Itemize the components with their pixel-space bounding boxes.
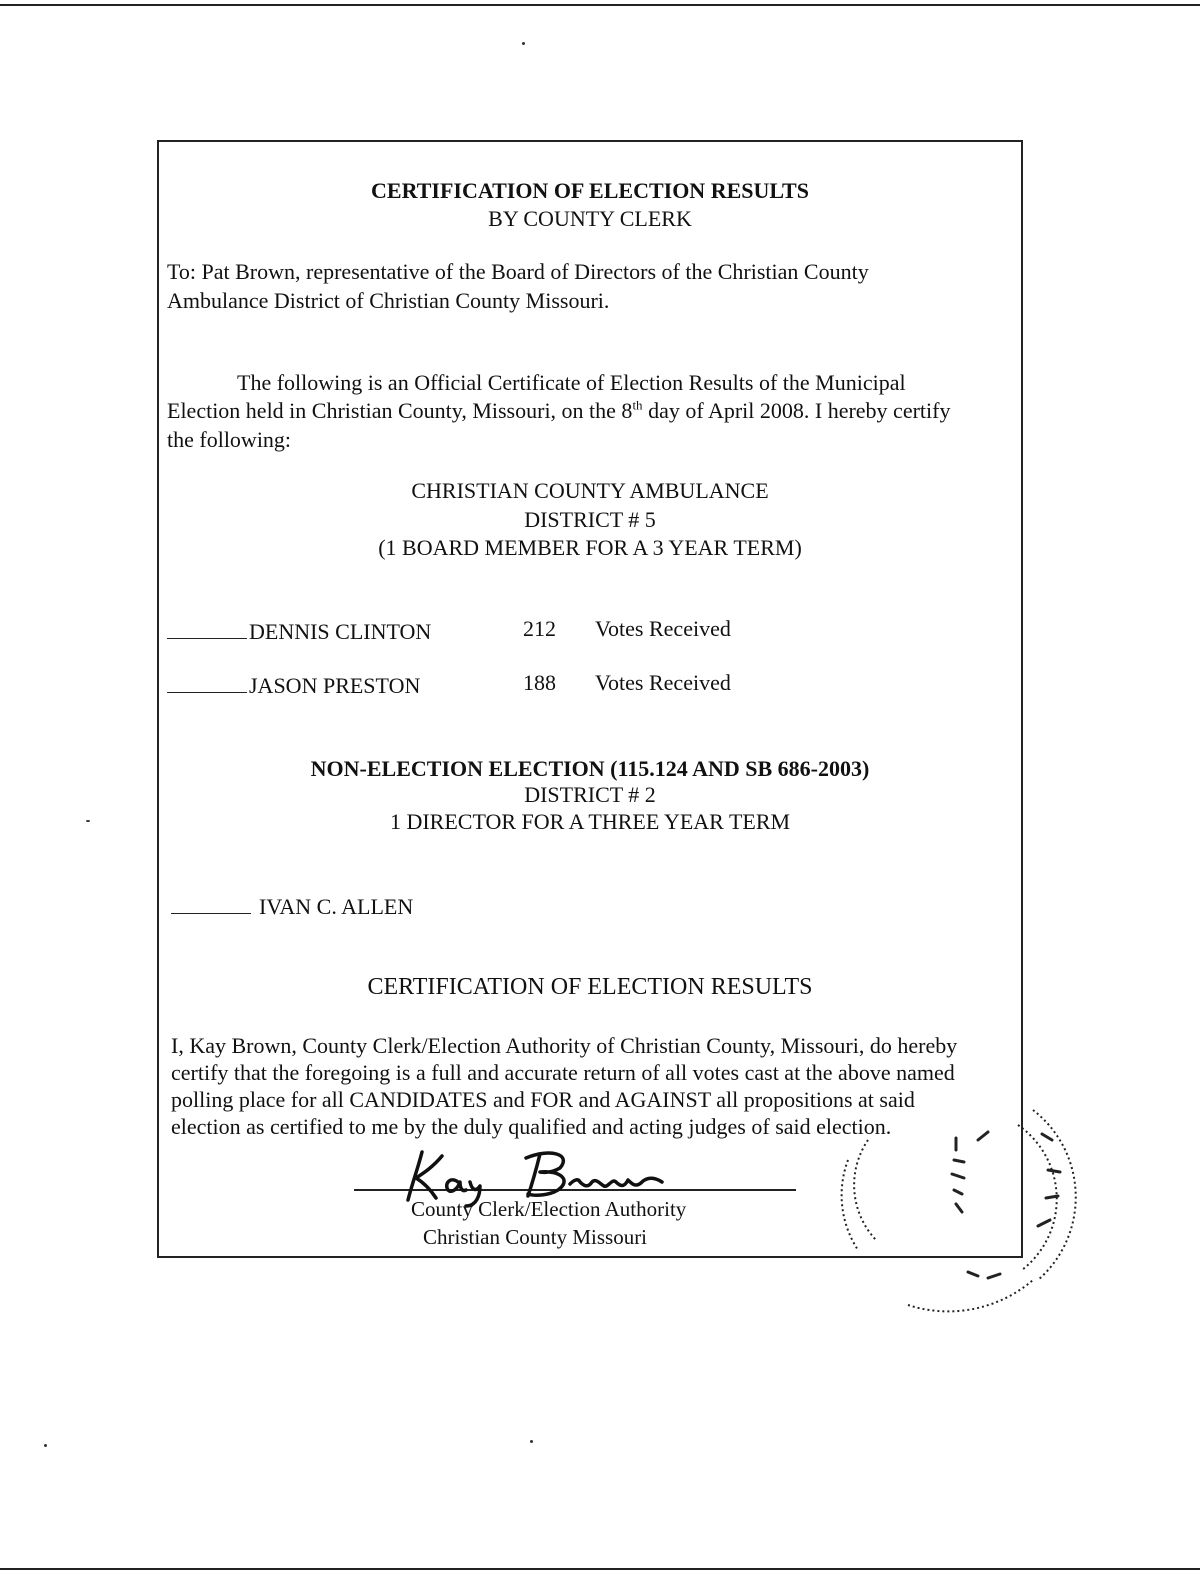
scan-speck: [530, 1440, 533, 1443]
document-title: CERTIFICATION OF ELECTION RESULTS: [371, 178, 809, 203]
race2-term: 1 DIRECTOR FOR A THREE YEAR TERM: [389, 809, 791, 834]
race2-title: NON-ELECTION ELECTION (115.124 AND SB 686-2003): [310, 756, 870, 781]
votes-label: Votes Received: [595, 670, 731, 695]
candidate-name: IVAN C. ALLEN: [259, 894, 414, 919]
scan-speck: [44, 1444, 47, 1447]
candidate-row: [167, 619, 431, 645]
certification-line-1: I, Kay Brown, County Clerk/Election Authority of Christian County, Missouri, do hereby: [171, 1033, 958, 1058]
addressee-line-2: Ambulance District of Christian County Missouri.: [167, 288, 610, 313]
certification-line-4: election as certified to me by the duly qualified and acting judges of said election.: [171, 1114, 892, 1139]
signer-title: County Clerk/Election Authority: [411, 1197, 687, 1221]
candidate-row: [171, 894, 413, 920]
mark-blank: [167, 674, 247, 693]
scan-speck: [86, 820, 90, 822]
signature-image: [400, 1140, 720, 1208]
race2-district: DISTRICT # 2: [524, 782, 656, 807]
addressee-line-1: To: Pat Brown, representative of the Board of Directors of the Christian County: [167, 259, 869, 284]
intro-line-1: The following is an Official Certificate of Election Results of the Municipal: [237, 370, 906, 395]
certification-line-3: polling place for all CANDIDATES and FOR and AGAINST all propositions at said: [171, 1087, 915, 1112]
certification-heading: CERTIFICATION OF ELECTION RESULTS: [367, 974, 813, 1000]
document-subtitle: BY COUNTY CLERK: [488, 206, 692, 231]
scan-speck: [522, 42, 525, 45]
scan-bottom-edge: [0, 1568, 1200, 1570]
mark-blank: [167, 620, 247, 639]
race1-term: (1 BOARD MEMBER FOR A 3 YEAR TERM): [378, 535, 802, 560]
race1-title: CHRISTIAN COUNTY AMBULANCE: [411, 478, 769, 503]
candidate-name: JASON PRESTON: [249, 673, 421, 698]
signer-office: Christian County Missouri: [423, 1225, 648, 1249]
race1-district: DISTRICT # 5: [524, 507, 656, 532]
candidate-votes: 188: [523, 670, 556, 695]
intro-line-3: the following:: [167, 427, 292, 452]
received-stamp-image: [828, 1080, 1078, 1320]
candidate-name: DENNIS CLINTON: [249, 619, 432, 644]
mark-blank: [171, 895, 251, 914]
candidate-row: [167, 673, 420, 699]
certification-line-2: certify that the foregoing is a full and accurate return of all votes cast at the above named: [171, 1060, 955, 1085]
votes-label: Votes Received: [595, 616, 731, 641]
intro-line-2: Election held in Christian County, Missouri, on the 8th day of April 2008. I hereby certify: [167, 397, 951, 423]
candidate-votes: 212: [523, 616, 556, 641]
scan-top-edge: [0, 4, 1200, 6]
